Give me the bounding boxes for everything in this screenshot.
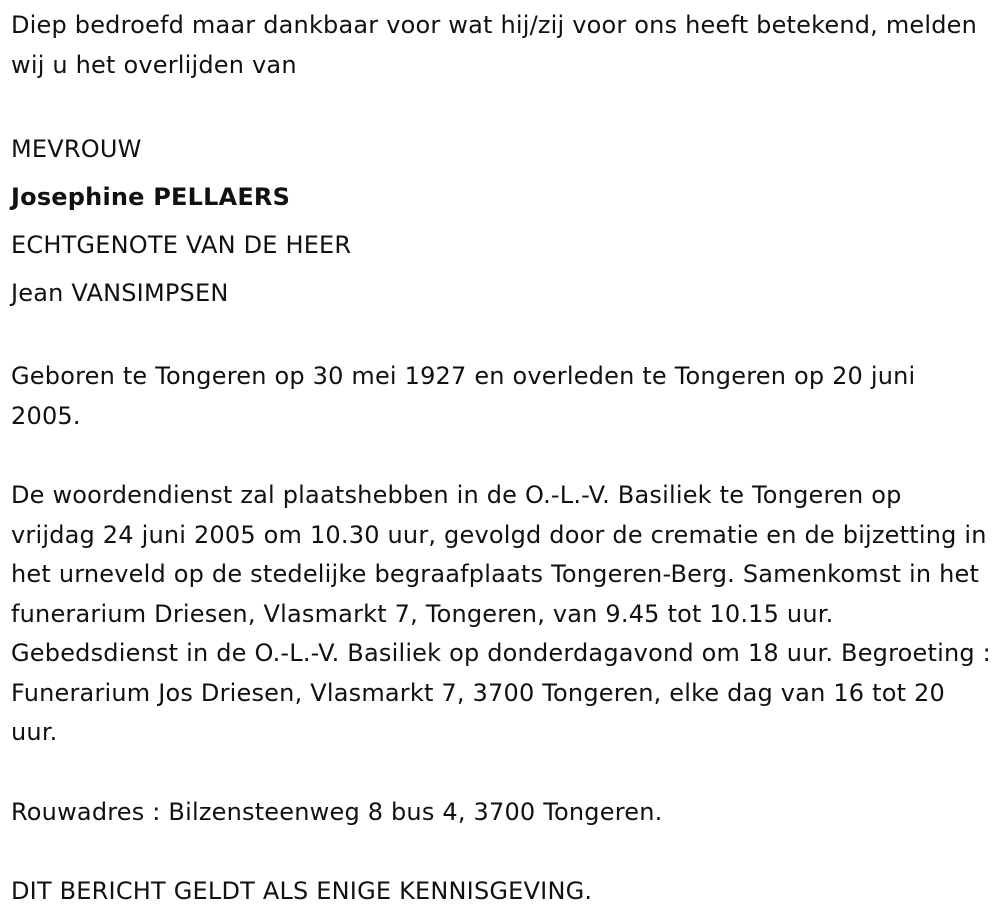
relation-text: ECHTGENOTE VAN DE HEER [11, 231, 352, 259]
death-notice [11, 6, 991, 912]
salutation: MEVROUW [11, 135, 142, 163]
closing-statement: DIT BERICHT GELDT ALS ENIGE KENNISGEVING. [11, 877, 593, 905]
deceased-name: Josephine PELLAERS [11, 183, 291, 211]
birth-death-text: Geboren te Tongeren op 30 mei 1927 en overleden te Tongeren op 20 juni 2005. [11, 362, 916, 430]
intro-text: Diep bedroefd maar dankbaar voor wat hij/zij voor ons heeft betekend, melden wij u het overlijden van [11, 11, 978, 79]
service-details: De woordendienst zal plaatshebben in de O.-L.-V. Basiliek te Tongeren op vrijdag 24 juni 2005 om 10.30 uur, gevolgd door de crematie en de bijzetting in het urneveld op de stedelijke begraafplaats Tongeren-Berg. Samenkomst in het funerarium Driesen, Vlasmarkt 7, Tongeren, van 9.45 tot 10.15 uur. Gebedsdienst in de O.-L.-V. Basiliek op donderdagavond om 18 uur. Begroeting : Funerarium Jos Driesen, Vlasmarkt 7, 3700 Tongeren, elke dag van 16 tot 20 uur. [11, 481, 991, 746]
spacer [11, 436, 991, 476]
spacer [11, 753, 991, 793]
spacer [11, 85, 991, 125]
spacer [11, 317, 991, 357]
spouse-name: Jean VANSIMPSEN [11, 279, 229, 307]
mourning-address: Rouwadres : Bilzensteenweg 8 bus 4, 3700 Tongeren. [11, 797, 663, 826]
spacer [11, 832, 991, 872]
